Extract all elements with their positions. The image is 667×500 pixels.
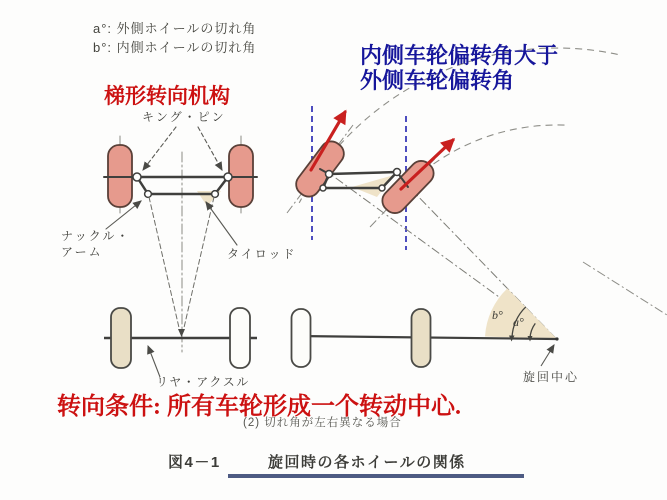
bottom-accent-bar <box>228 474 524 478</box>
rear-left-wheel <box>111 308 131 368</box>
legend-outer-wheel-angle: a°: 外側ホイールの切れ角 <box>93 21 257 36</box>
king-pin-pointer-right <box>198 127 222 170</box>
axle-extension-line <box>583 262 667 315</box>
king-pin-label: キング・ピン <box>142 110 226 124</box>
legend-inner-wheel-angle: b°: 内側ホイールの切れ角 <box>93 40 257 55</box>
projection-line <box>183 197 214 332</box>
turning-center-pointer <box>541 345 554 366</box>
figure-title: 旋回時の各ホイールの関係 <box>268 454 466 471</box>
rear-left-wheel <box>292 309 311 367</box>
figure-number: 図4－1 <box>168 454 221 471</box>
knuckle-arm-label-line2: アーム <box>61 245 103 259</box>
king-pin-joint <box>394 169 401 176</box>
turning-center-point <box>555 337 558 340</box>
knuckle-arm-label-line1: ナックル・ <box>61 229 131 243</box>
rear-axle-label: リヤ・アクスル <box>156 375 250 389</box>
apex-arrowhead <box>178 329 185 337</box>
king-pin-joint <box>224 173 232 181</box>
blue-note-line1: 内侧车轮偏转角大于 <box>360 43 559 68</box>
rear-right-wheel <box>412 309 431 367</box>
tie-rod-joint <box>379 185 385 191</box>
tie-rod-joint <box>145 191 152 198</box>
king-pin-joint <box>326 171 333 178</box>
tie-rod-pointer <box>206 202 237 245</box>
angle-a-label: a° <box>513 315 524 329</box>
blue-note-line2: 外侧车轮偏转角 <box>360 68 515 93</box>
red-steering-condition-note: 转向条件: 所有车轮形成一个转动中心. <box>57 394 461 420</box>
sub-caption: (2) 切れ角が左右異なる場合 <box>243 417 402 429</box>
angle-b-label: b° <box>492 308 503 322</box>
projection-line <box>149 197 180 332</box>
axle-beam <box>329 172 397 174</box>
king-pin-joint <box>133 173 141 181</box>
front-steering-turned-diagram <box>292 112 453 218</box>
rear-right-wheel <box>230 308 250 368</box>
red-title-trapezoid-mechanism: 梯形转向机构 <box>104 84 230 108</box>
tie-rod-joint <box>320 185 326 191</box>
rear-axle-left-diagram <box>104 308 257 377</box>
tie-rod-label: タイロッド <box>227 247 297 261</box>
king-pin-pointer-left <box>143 127 176 170</box>
turning-center-label: 旋回中心 <box>523 370 580 384</box>
tie-rod-joint <box>212 191 219 198</box>
